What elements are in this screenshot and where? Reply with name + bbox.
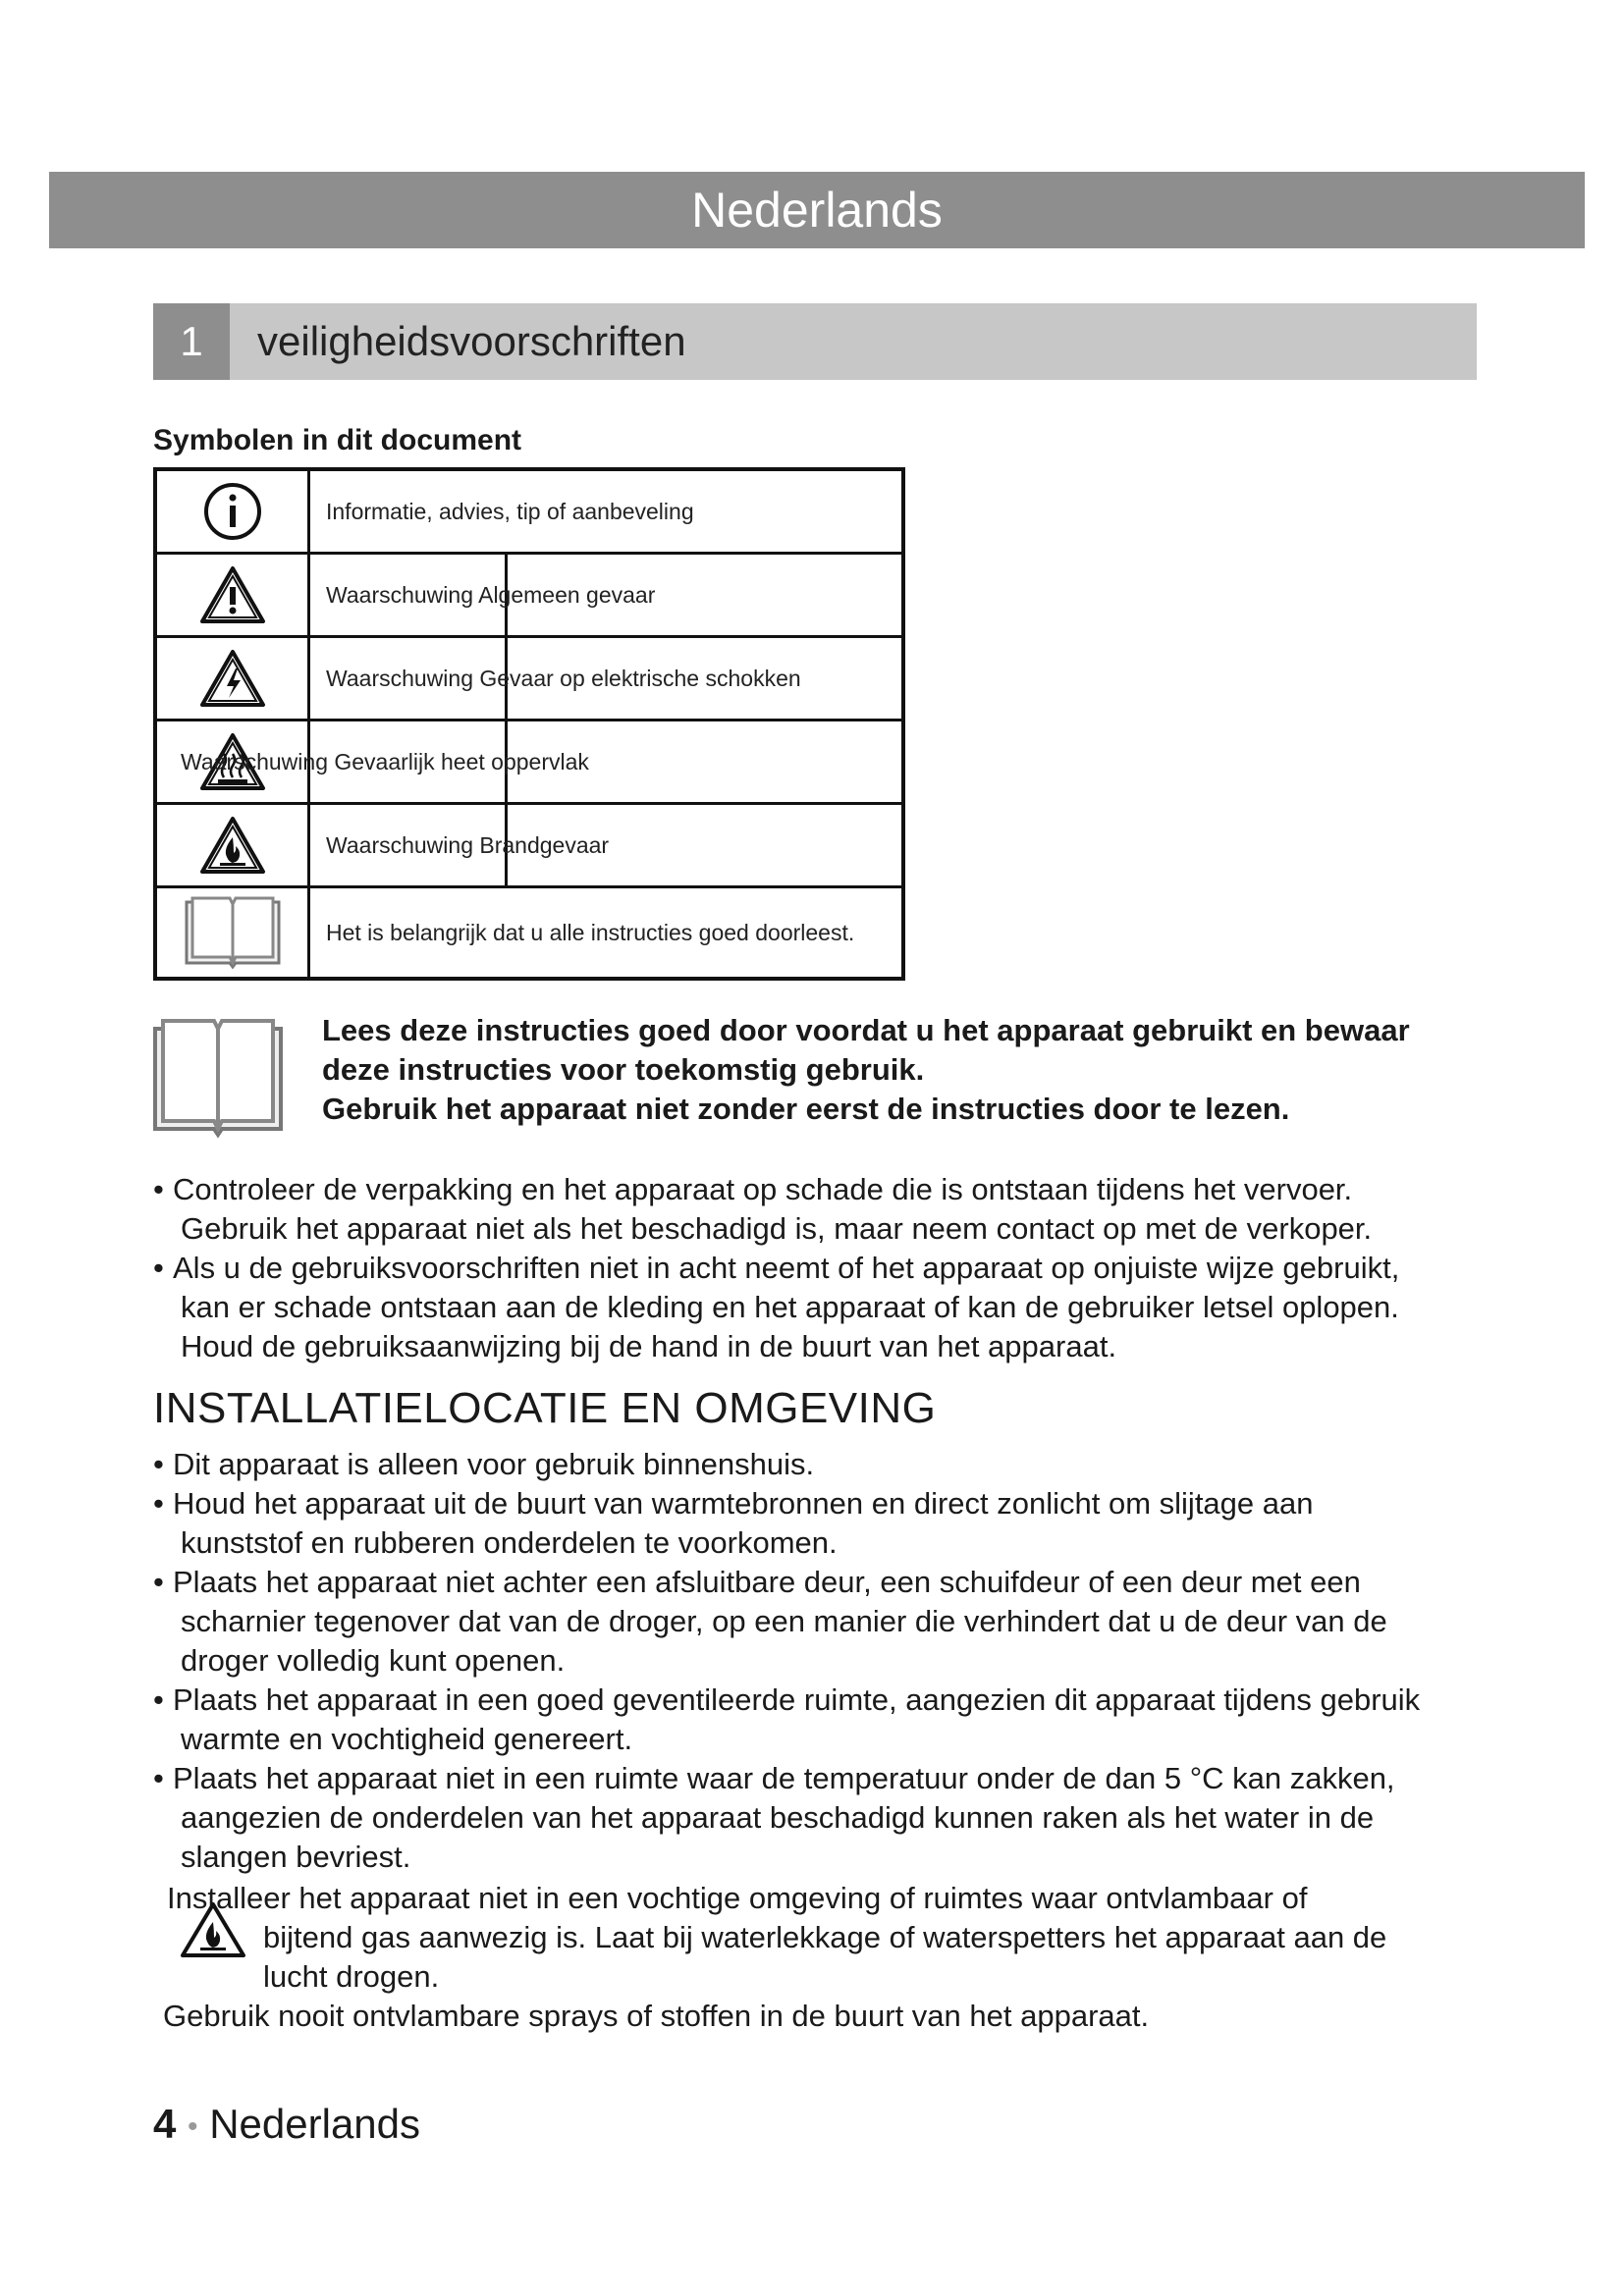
fire-warning-block xyxy=(163,1879,1473,2036)
warning-line: Installeer het apparaat niet in een vochtige omgeving of ruimtes waar ontvlambaar of xyxy=(167,1881,1308,1915)
symbol-row-text: Waarschuwing Algemeen gevaar xyxy=(326,581,656,608)
electric-shock-warning-icon xyxy=(198,647,267,710)
intro-line: Lees deze instructies goed door voordat u het apparaat gebruikt en bewaar xyxy=(322,1013,1410,1047)
fire-warning-icon xyxy=(179,1900,247,1959)
list-item: • Houd het apparaat uit de buurt van warmtebronnen en direct zonlicht om slijtage aan kunststof en rubberen onderdelen te voorkomen. xyxy=(155,1484,1471,1563)
installation-heading: INSTALLATIELOCATIE EN OMGEVING xyxy=(153,1384,937,1432)
page-footer xyxy=(153,2101,420,2148)
intro-line: deze instructies voor toekomstig gebruik. xyxy=(322,1052,925,1087)
warning-line: Gebruik nooit ontvlambare sprays of stoffen in de buurt van het apparaat. xyxy=(163,1999,1150,2033)
general-warning-icon xyxy=(198,563,267,626)
list-item: • Plaats het apparaat niet in een ruimte waar de temperatuur onder de dan 5 °C kan zakken, aangezien de onderdelen van het apparaat beschadigd kunnen raken als het water in de slangen bevriest. xyxy=(155,1759,1471,1877)
symbols-table xyxy=(153,467,905,981)
symbol-row-info xyxy=(157,471,901,555)
symbol-row-electric-warning xyxy=(157,638,901,721)
symbol-row-read-instructions xyxy=(157,888,901,977)
list-item: • Plaats het apparaat in een goed geventileerde ruimte, aangezien dit apparaat tijdens gebruik warmte en vochtigheid genereert. xyxy=(155,1681,1471,1759)
symbol-row-text: Het is belangrijk dat u alle instructies goed doorleest. xyxy=(326,919,855,945)
list-item: • Plaats het apparaat niet achter een afsluitbare deur, een schuifdeur of een deur met een scharnier tegenover dat van de droger, op een manier die verhindert dat u de deur van de droger volledig kunt openen. xyxy=(155,1563,1471,1681)
page-number: 4 xyxy=(153,2101,177,2147)
symbol-row-general-warning xyxy=(157,555,901,638)
intro-line: Gebruik het apparaat niet zonder eerst de instructies door te lezen. xyxy=(322,1092,1290,1126)
banner-title: Nederlands xyxy=(691,183,943,238)
symbol-row-hot-surface xyxy=(157,721,901,805)
symbols-heading: Symbolen in dit document xyxy=(153,424,522,456)
book-icon xyxy=(149,1011,287,1139)
symbol-row-text: Waarschuwing Gevaarlijk heet oppervlak xyxy=(181,748,589,774)
fire-warning-icon xyxy=(198,814,267,877)
symbol-row-text: Waarschuwing Brandgevaar xyxy=(326,831,610,858)
symbol-row-text: Waarschuwing Gevaar op elektrische schokken xyxy=(326,665,801,691)
installation-list xyxy=(155,1445,1471,1877)
footer-separator: • xyxy=(188,2109,198,2143)
language-banner xyxy=(49,172,1585,248)
section-title: veiligheidsvoorschriften xyxy=(257,318,686,364)
info-icon xyxy=(201,480,264,543)
warning-line: bijtend gas aanwezig is. Laat bij waterlekkage of waterspetters het apparaat aan de xyxy=(263,1920,1387,1954)
list-item: • Als u de gebruiksvoorschriften niet in acht neemt of het apparaat op onjuiste wijze gebruikt, kan er schade ontstaan aan de kleding en het apparaat of kan de gebruiker letsel oplopen. Houd de gebruiksaanwijzing bij de hand in de buurt van het apparaat. xyxy=(155,1249,1471,1366)
section-number: 1 xyxy=(153,303,230,380)
symbol-row-fire-warning xyxy=(157,805,901,888)
section-header xyxy=(153,303,1477,380)
warning-line: lucht drogen. xyxy=(263,1959,440,1994)
book-icon xyxy=(179,892,287,973)
general-safety-list xyxy=(155,1170,1471,1366)
footer-label: Nederlands xyxy=(209,2101,421,2147)
symbol-row-text: Informatie, advies, tip of aanbeveling xyxy=(326,498,694,524)
list-item: • Controleer de verpakking en het apparaat op schade die is ontstaan tijdens het vervoer. Gebruik het apparaat niet als het beschadigd is, maar neem contact op met de verkoper. xyxy=(155,1170,1471,1249)
list-item: • Dit apparaat is alleen voor gebruik binnenshuis. xyxy=(155,1445,1471,1484)
